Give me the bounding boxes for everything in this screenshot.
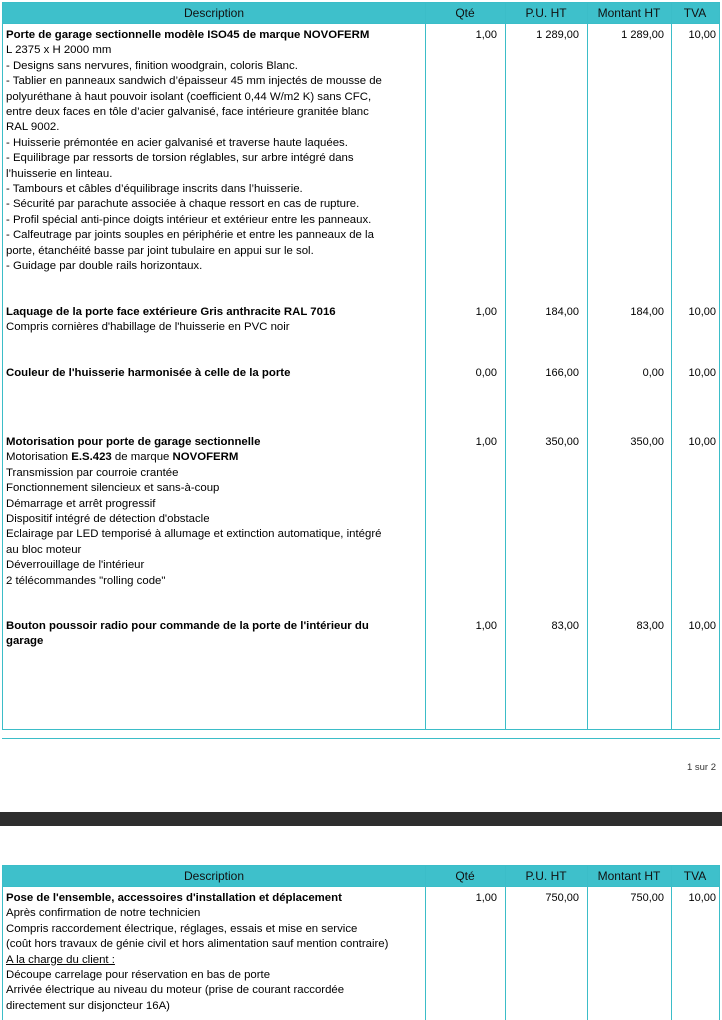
column-divider	[425, 866, 426, 1020]
description-line: Dispositif intégré de détection d'obstacle	[6, 513, 210, 526]
description-line: - Calfeutrage par joints souples en périphérie et entre les panneaux de la	[6, 229, 374, 242]
pu-ht-value: 184,00	[545, 306, 579, 318]
description-line: - Guidage par double rails horizontaux.	[6, 260, 203, 273]
page-separator	[0, 812, 722, 826]
header-montant-ht: Montant HT	[597, 869, 661, 883]
qte-value: 1,00	[475, 29, 497, 41]
pu-ht-value: 166,00	[545, 367, 579, 379]
description-line: Déverrouillage de l'intérieur	[6, 559, 145, 572]
description-line: - Equilibrage par ressorts de torsion réglables, sur arbre intégré dans	[6, 152, 354, 165]
header-tva: TVA	[683, 6, 707, 20]
header-qte: Qté	[455, 6, 475, 20]
qte-value: 1,00	[475, 436, 497, 448]
qte-value: 1,00	[475, 306, 497, 318]
description-line: (coût hors travaux de génie civil et hors alimentation sauf mention contraire)	[6, 938, 389, 951]
description-line: - Designs sans nervures, finition woodgrain, coloris Blanc.	[6, 59, 298, 72]
item-title: Couleur de l'huisserie harmonisée à celle de la porte	[6, 367, 291, 379]
description-line: - Profil spécial anti-pince doigts intérieur et extérieur entre les panneaux.	[6, 213, 372, 226]
montant-ht-value: 184,00	[630, 306, 664, 318]
item-description	[6, 891, 424, 1014]
description-line: Transmission par courroie crantée	[6, 466, 179, 479]
description-line: porte, étanchéité basse par joint tubulaire en appui sur le sol.	[6, 244, 314, 257]
column-divider	[587, 866, 588, 1020]
client-heading: A la charge du client :	[6, 953, 115, 966]
montant-ht-value: 0,00	[642, 367, 664, 379]
description-line: - Sécurité par parachute associée à chaque ressort en cas de rupture.	[6, 198, 360, 211]
description-line: entre deux faces en tôle d’acier galvanisé, face intérieure granitée blanc	[6, 106, 369, 119]
item-description	[6, 28, 424, 275]
description-line: Démarrage et arrêt progressif	[6, 497, 156, 510]
description-line: Fonctionnement silencieux et sans-à-coup	[6, 482, 220, 495]
item-title: Porte de garage sectionnelle modèle ISO45 de marque NOVOFERM	[6, 29, 370, 41]
tva-value: 10,00	[688, 306, 716, 318]
item-description	[6, 305, 424, 336]
tva-value: 10,00	[688, 29, 716, 41]
description-line: polyuréthane à haut pouvoir isolant (coefficient 0,44 W/m2 K) sans CFC,	[6, 90, 372, 103]
item-title: garage	[6, 635, 44, 648]
description-line: Compris cornières d'habillage de l'huisserie en PVC noir	[6, 321, 290, 334]
document-page-2	[0, 826, 722, 1020]
header-qte: Qté	[455, 869, 475, 883]
header-description: Description	[183, 869, 245, 883]
column-divider	[671, 866, 672, 1020]
description-line: au bloc moteur	[6, 543, 82, 556]
item-description	[6, 619, 424, 650]
pu-ht-value: 750,00	[545, 892, 579, 904]
header-pu-ht: P.U. HT	[525, 869, 567, 883]
description-line: directement sur disjoncteur 16A)	[6, 999, 170, 1012]
pu-ht-value: 1 289,00	[536, 29, 579, 41]
tva-value: 10,00	[688, 620, 716, 632]
header-pu-ht: P.U. HT	[525, 6, 567, 20]
motor-line: Motorisation E.S.423 de marque NOVOFERM	[6, 451, 239, 464]
header-tva: TVA	[683, 869, 707, 883]
column-divider	[505, 866, 506, 1020]
tva-value: 10,00	[688, 436, 716, 448]
qte-value: 1,00	[475, 892, 497, 904]
description-line: Découpe carrelage pour réservation en bas de porte	[6, 969, 271, 982]
description-line: Arrivée électrique au niveau du moteur (prise de courant raccordée	[6, 984, 345, 997]
item-title: Laquage de la porte face extérieure Gris anthracite RAL 7016	[6, 306, 336, 318]
item-description	[6, 366, 424, 381]
montant-ht-value: 1 289,00	[621, 29, 664, 41]
item-title: Pose de l'ensemble, accessoires d'installation et déplacement	[6, 892, 342, 904]
quote-table	[2, 865, 720, 1020]
description-line: - Tablier en panneaux sandwich d’épaisseur 45 mm injectés de mousse de	[6, 75, 382, 88]
description-line: 2 télécommandes "rolling code"	[6, 574, 166, 587]
montant-ht-value: 750,00	[630, 892, 664, 904]
description-line: - Huisserie prémontée en acier galvanisé et traverse haute laquées.	[6, 136, 348, 149]
item-description	[6, 435, 424, 589]
montant-ht-value: 350,00	[630, 436, 664, 448]
table-header	[3, 866, 719, 886]
header-montant-ht: Montant HT	[597, 6, 661, 20]
header-divider	[3, 886, 719, 887]
quote-table	[2, 2, 720, 730]
description-line: Eclairage par LED temporisé à allumage et extinction automatique, intégré	[6, 528, 382, 541]
qte-value: 0,00	[475, 367, 497, 379]
description-line: RAL 9002.	[6, 121, 60, 134]
description-line: Compris raccordement électrique, réglages, essais et mise en service	[6, 922, 358, 935]
description-line: L 2375 x H 2000 mm	[6, 44, 112, 57]
footer-divider	[2, 738, 720, 739]
item-title: Motorisation pour porte de garage sectionnelle	[6, 436, 261, 448]
qte-value: 1,00	[475, 620, 497, 632]
montant-ht-value: 83,00	[636, 620, 664, 632]
table-header	[3, 3, 719, 23]
pu-ht-value: 83,00	[551, 620, 579, 632]
tva-value: 10,00	[688, 892, 716, 904]
header-description: Description	[183, 6, 245, 20]
header-divider	[3, 23, 719, 24]
description-line: - Tambours et câbles d’équilibrage inscrits dans l’huisserie.	[6, 183, 303, 196]
pu-ht-value: 350,00	[545, 436, 579, 448]
tva-value: 10,00	[688, 367, 716, 379]
item-title: Bouton poussoir radio pour commande de la porte de l'intérieur du	[6, 620, 369, 632]
description-line: l’huisserie en linteau.	[6, 167, 113, 180]
description-line: Après confirmation de notre technicien	[6, 907, 201, 920]
page-number: 1 sur 2	[686, 762, 716, 773]
